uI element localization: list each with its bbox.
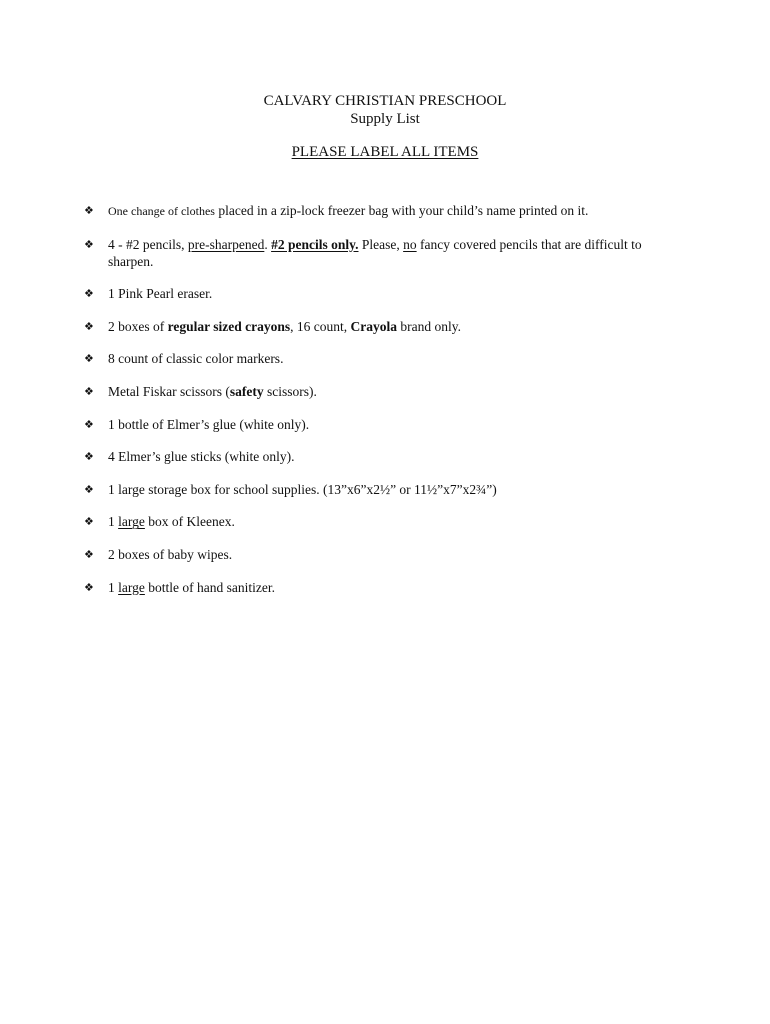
label-notice: PLEASE LABEL ALL ITEMS: [291, 144, 479, 160]
list-item-eraser: [84, 285, 664, 302]
item-text: .: [264, 236, 272, 252]
item-emphasis: safety: [229, 383, 264, 399]
list-item-scissors: [84, 383, 664, 400]
item-text: placed in a zip-lock freezer bag with your child’s name printed on it.: [214, 203, 589, 218]
item-emphasis: large: [118, 514, 145, 530]
item-text: 1 Pink Pearl eraser.: [108, 286, 213, 302]
school-name: CALVARY CHRISTIAN PRESCHOOL: [263, 93, 507, 109]
diamond-bullet-icon: ❖: [84, 580, 94, 594]
item-text: brand only.: [397, 318, 461, 334]
list-item-glue-sticks: [84, 448, 664, 465]
item-text: Metal Fiskar scissors (: [108, 383, 230, 399]
diamond-bullet-icon: ❖: [84, 287, 94, 301]
list-item-pencils: [84, 236, 664, 270]
diamond-bullet-icon: ❖: [84, 417, 94, 431]
item-text: , 16 count,: [290, 318, 351, 334]
item-text: One change of clothes: [108, 204, 215, 218]
item-emphasis: no: [403, 236, 417, 252]
item-emphasis: Crayola: [350, 318, 397, 334]
item-text: box of Kleenex.: [144, 514, 235, 530]
item-text: 2 boxes of baby wipes.: [108, 546, 233, 562]
item-emphasis: #2 pencils only.: [271, 236, 359, 252]
list-item-wipes: [84, 546, 664, 563]
diamond-bullet-icon: ❖: [84, 547, 94, 561]
list-item-storage-box: [84, 481, 664, 498]
diamond-bullet-icon: ❖: [84, 515, 94, 529]
diamond-bullet-icon: ❖: [84, 237, 94, 251]
list-item-sanitizer: [84, 579, 664, 596]
document-subtitle: Supply List: [350, 111, 420, 127]
item-text: 4 Elmer’s glue sticks (white only).: [108, 449, 295, 465]
diamond-bullet-icon: ❖: [84, 204, 94, 217]
item-text: Please,: [358, 236, 404, 252]
list-item-markers: [84, 350, 664, 367]
item-text: bottle of hand sanitizer.: [144, 579, 275, 595]
supply-list: [84, 202, 664, 611]
diamond-bullet-icon: ❖: [84, 482, 94, 496]
list-item-kleenex: [84, 513, 664, 530]
item-text: 1: [108, 514, 119, 530]
list-item-clothes: [84, 202, 664, 220]
item-text: 1 large storage box for school supplies. (13”x6”x2½” or 11½”x7”x2¾”): [108, 481, 497, 497]
item-emphasis: pre-sharpened: [187, 236, 265, 252]
item-text: 1 bottle of Elmer’s glue (white only).: [108, 416, 310, 432]
diamond-bullet-icon: ❖: [84, 384, 94, 398]
item-emphasis: large: [118, 579, 145, 595]
diamond-bullet-icon: ❖: [84, 352, 94, 366]
item-text: fancy covered pencils that are difficult to sharpen.: [108, 236, 642, 269]
list-item-glue: [84, 416, 664, 433]
item-text: 1: [108, 579, 119, 595]
item-text: 8 count of classic color markers.: [108, 351, 284, 367]
item-text: 4 - #2 pencils,: [108, 236, 188, 252]
diamond-bullet-icon: ❖: [84, 450, 94, 464]
list-item-crayons: [84, 318, 664, 335]
item-text: 2 boxes of: [108, 318, 168, 334]
diamond-bullet-icon: ❖: [84, 319, 94, 333]
item-emphasis: regular sized crayons: [167, 318, 291, 334]
item-text: scissors).: [263, 383, 317, 399]
